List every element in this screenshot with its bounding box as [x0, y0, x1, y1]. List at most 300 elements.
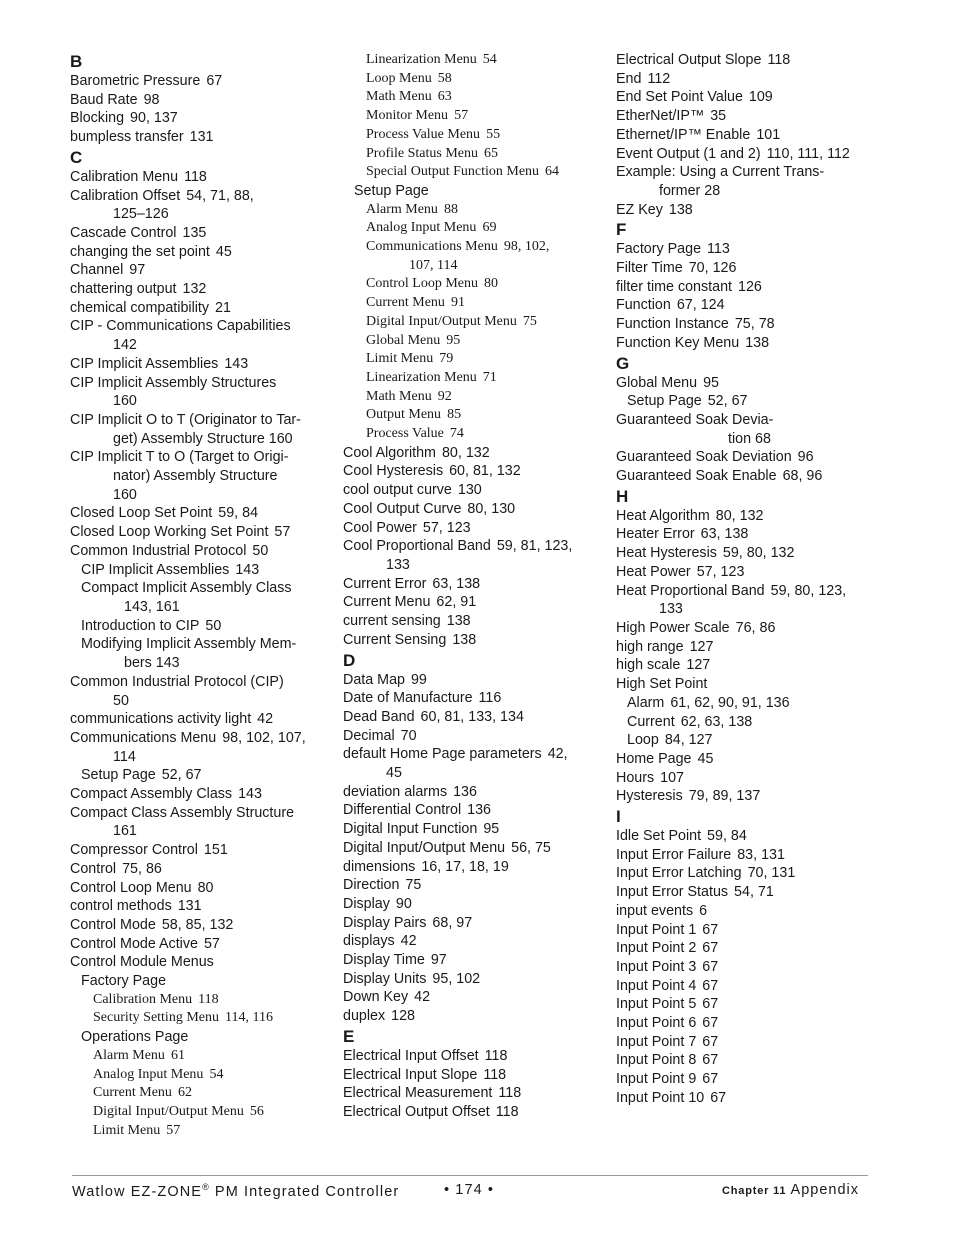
index-entry — [343, 671, 605, 690]
index-pages: 59, 80, 132 — [722, 545, 795, 562]
chapter-label: Chapter 11 — [722, 1185, 787, 1197]
index-pages: 67 — [702, 921, 719, 938]
index-term: Input Point 2 — [616, 940, 697, 957]
index-entry — [343, 970, 605, 989]
index-entry — [616, 1051, 881, 1070]
index-term: filter time constant — [616, 278, 733, 295]
index-pages: 131 — [189, 129, 214, 146]
index-pages: 88 — [443, 201, 458, 217]
index-entry — [343, 1007, 605, 1026]
index-term: End Set Point Value — [616, 89, 743, 106]
index-term: duplex — [343, 1008, 386, 1025]
index-term: Cascade Control — [70, 224, 177, 241]
index-pages: 95, 102 — [432, 970, 481, 987]
index-pages: 101 — [756, 126, 781, 143]
index-pages: 67 — [702, 1033, 719, 1050]
index-pages: 16, 17, 18, 19 — [421, 858, 509, 875]
index-entry — [343, 1047, 605, 1066]
index-term: Global Menu — [616, 374, 698, 391]
index-pages: 80, 132 — [441, 444, 490, 461]
index-pages: 70, 126 — [688, 260, 737, 277]
index-entry — [616, 70, 881, 89]
index-term: Analog Input Menu — [93, 1066, 204, 1082]
index-entry — [343, 388, 605, 407]
index-entry — [616, 296, 881, 315]
index-term: Introduction to CIP — [81, 617, 200, 634]
index-entry — [343, 107, 605, 126]
index-pages: 97 — [129, 262, 146, 279]
index-pages: 80, 132 — [715, 507, 764, 524]
index-entry — [616, 278, 881, 297]
index-pages: 57 — [203, 935, 220, 952]
index-term: Hysteresis — [616, 788, 683, 805]
index-entry — [343, 801, 605, 820]
index-entry — [343, 745, 605, 782]
index-continuation: 50 — [113, 692, 129, 709]
index-term: Closed Loop Working Set Point — [70, 524, 269, 541]
index-letter-heading: H — [616, 486, 629, 506]
index-term: Digital Input Function — [343, 821, 478, 838]
index-entry — [616, 240, 881, 259]
index-letter-heading: G — [616, 353, 630, 373]
index-continuation: 133 — [659, 601, 683, 618]
index-pages: 6 — [699, 902, 708, 919]
index-pages: 61, 62, 90, 91, 136 — [670, 694, 790, 711]
index-term: Common Industrial Protocol — [70, 542, 247, 559]
index-pages: 118 — [198, 991, 219, 1007]
index-term: Linearization Menu — [366, 369, 477, 385]
index-pages: 67 — [702, 940, 719, 957]
index-term: Display Pairs — [343, 914, 427, 931]
index-term: CIP Implicit Assembly Structures — [70, 374, 277, 391]
index-term: Event Output (1 and 2) — [616, 145, 761, 162]
index-entry — [343, 932, 605, 951]
index-entry — [70, 1122, 332, 1141]
index-term: Input Point 7 — [616, 1033, 697, 1050]
index-pages: 136 — [467, 802, 491, 819]
index-term: Compact Assembly Class — [70, 786, 233, 803]
index-letter-heading: I — [616, 807, 621, 827]
index-term: CIP - Communications Capabilities — [70, 318, 291, 335]
index-pages: 57, 123 — [696, 563, 745, 580]
index-term: Factory Page — [81, 973, 167, 990]
index-entry — [616, 958, 881, 977]
index-pages: 90 — [395, 895, 412, 912]
index-pages: 118 — [483, 1066, 507, 1083]
index-entry — [343, 425, 605, 444]
index-pages: 75, 86 — [122, 860, 162, 877]
index-entry — [616, 201, 881, 220]
index-entry — [343, 1103, 605, 1122]
index-entry — [70, 579, 332, 616]
index-term: Control Module Menus — [70, 954, 214, 971]
index-entry — [343, 631, 605, 650]
index-entry — [616, 1070, 881, 1089]
index-pages: 91 — [450, 295, 465, 311]
index-term: Function Instance — [616, 316, 729, 333]
index-entry — [616, 827, 881, 846]
index-column-2 — [343, 51, 605, 1122]
index-term: Alarm Menu — [93, 1047, 165, 1063]
index-entry — [616, 334, 881, 353]
index-term: Control Loop Menu — [366, 276, 478, 292]
index-entry — [343, 876, 605, 895]
index-term: cool output curve — [343, 482, 452, 499]
index-entry — [70, 916, 332, 935]
index-pages: 68, 97 — [432, 914, 473, 931]
index-entry — [70, 1084, 332, 1103]
index-pages: 136 — [453, 783, 477, 800]
index-term: Input Point 10 — [616, 1089, 705, 1106]
index-term: Monitor Menu — [366, 108, 449, 124]
index-continuation: 114 — [113, 748, 136, 765]
index-entry — [616, 1014, 881, 1033]
index-entry — [343, 88, 605, 107]
index-term: Linearization Menu — [366, 52, 477, 67]
index-term: Cool Algorithm — [343, 444, 436, 461]
index-entry — [70, 224, 332, 243]
index-entry — [343, 612, 605, 631]
index-term: Function — [616, 297, 671, 314]
index-term: Current Menu — [366, 295, 445, 311]
index-letter-heading: E — [343, 1026, 355, 1046]
index-term: dimensions — [343, 858, 416, 875]
index-pages: 112 — [647, 70, 671, 87]
index-entry — [70, 109, 332, 128]
index-entry — [70, 879, 332, 898]
index-term: Setup Page — [81, 767, 156, 784]
index-term: chemical compatibility — [70, 299, 210, 316]
index-entry — [343, 163, 605, 182]
index-pages: 107 — [660, 769, 684, 786]
index-pages: 96 — [797, 449, 814, 466]
index-entry — [343, 126, 605, 145]
index-entry — [70, 317, 332, 354]
index-term: Input Point 6 — [616, 1015, 697, 1032]
index-pages: 79 — [439, 351, 454, 367]
index-term: Input Point 9 — [616, 1071, 697, 1088]
index-term: Dead Band — [343, 708, 415, 725]
index-pages: 59, 84 — [707, 828, 747, 845]
index-term: default Home Page parameters — [343, 746, 542, 763]
index-entry — [70, 785, 332, 804]
index-pages: 118 — [767, 52, 791, 68]
index-pages: 98, 102, 107, — [222, 729, 306, 746]
index-term: Profile Status Menu — [366, 145, 478, 161]
index-term: Limit Menu — [366, 351, 434, 367]
index-term: End — [616, 70, 642, 87]
index-pages: 68, 96 — [782, 468, 823, 485]
index-term: Compressor Control — [70, 842, 198, 859]
index-pages: 135 — [182, 224, 207, 241]
index-term: Special Output Function Menu — [366, 164, 540, 180]
index-entry — [70, 617, 332, 636]
index-letter-heading: C — [70, 147, 83, 167]
index-term: Digital Input/Output Menu — [366, 313, 517, 329]
index-entry — [343, 294, 605, 313]
index-entry — [616, 315, 881, 334]
index-pages: 138 — [446, 613, 471, 630]
index-entry — [616, 902, 881, 921]
index-pages: 114, 116 — [225, 1010, 273, 1026]
index-pages: 130 — [457, 482, 482, 499]
index-entry — [343, 914, 605, 933]
index-entry — [616, 51, 881, 70]
footer-rule — [72, 1175, 868, 1176]
index-entry — [616, 411, 881, 448]
index-continuation: former 28 — [659, 182, 721, 199]
index-pages: 59, 84 — [218, 505, 259, 522]
index-entry — [343, 462, 605, 481]
index-pages: 118 — [498, 1085, 522, 1102]
footer-product-rest: PM Integrated Controller — [209, 1183, 400, 1200]
index-term: Output Menu — [366, 407, 442, 423]
index-pages: 52, 67 — [161, 767, 202, 784]
index-pages: 42 — [257, 711, 274, 728]
index-term: Display Units — [343, 970, 427, 987]
index-term: Control — [70, 860, 117, 877]
index-term: high scale — [616, 657, 681, 674]
index-pages: 67 — [702, 958, 719, 975]
index-term: Current Menu — [93, 1085, 172, 1101]
index-term: Barometric Pressure — [70, 73, 201, 89]
index-pages: 95 — [446, 332, 461, 348]
index-pages: 70, 131 — [747, 865, 796, 882]
footer-product: Watlow EZ-ZONE — [72, 1183, 203, 1200]
index-pages: 143 — [224, 355, 249, 372]
index-entry — [343, 481, 605, 500]
index-pages: 98 — [143, 91, 160, 108]
index-entry — [70, 374, 332, 411]
index-term: Process Value — [366, 426, 444, 442]
index-entry — [343, 332, 605, 351]
index-term: Loop Menu — [366, 70, 432, 86]
index-term: Electrical Measurement — [343, 1085, 493, 1102]
index-term: Electrical Output Slope — [616, 52, 762, 68]
index-term: Calibration Offset — [70, 187, 181, 204]
index-entry — [70, 1009, 332, 1028]
index-pages: 92 — [437, 388, 452, 404]
index-pages: 21 — [215, 299, 231, 316]
index-entry — [343, 406, 605, 425]
index-pages: 57 — [166, 1122, 181, 1138]
index-term: Modifying Implicit Assembly Mem- — [81, 636, 297, 653]
index-continuation: 45 — [386, 765, 402, 782]
index-entry — [343, 858, 605, 877]
index-pages: 74 — [449, 426, 464, 442]
index-term: Security Setting Menu — [93, 1010, 219, 1026]
index-pages: 80, 130 — [467, 500, 516, 517]
index-entry — [343, 839, 605, 858]
index-term: Electrical Input Offset — [343, 1047, 479, 1064]
index-entry — [343, 1084, 605, 1103]
index-term: Setup Page — [354, 182, 429, 199]
index-entry — [616, 675, 881, 694]
index-pages: 118 — [184, 168, 207, 185]
index-pages: 67 — [710, 1089, 727, 1106]
index-pages: 75, 78 — [734, 316, 775, 333]
index-entry — [343, 895, 605, 914]
index-entry — [616, 163, 881, 200]
index-pages: 42, — [547, 746, 568, 763]
index-pages: 52, 67 — [707, 393, 748, 410]
index-pages: 75 — [522, 313, 537, 329]
index-entry — [70, 729, 332, 766]
index-pages: 71 — [482, 369, 497, 385]
index-entry — [70, 523, 332, 542]
index-letter-heading: B — [70, 52, 83, 71]
index-pages: 127 — [689, 638, 714, 655]
index-term: Cool Hysteresis — [343, 463, 444, 480]
index-continuation: 160 — [113, 393, 137, 410]
index-pages: 67, 124 — [676, 297, 725, 314]
index-term: High Power Scale — [616, 619, 730, 636]
index-term: Current Sensing — [343, 631, 447, 648]
index-term: Current — [627, 713, 675, 730]
index-entry — [616, 1089, 881, 1108]
index-entry — [616, 750, 881, 769]
index-term: Control Loop Menu — [70, 879, 192, 896]
index-term: Control Mode — [70, 916, 156, 933]
index-term: displays — [343, 933, 395, 950]
index-term: Math Menu — [366, 388, 432, 404]
index-term: Idle Set Point — [616, 828, 702, 845]
index-pages: 67 — [702, 996, 719, 1013]
index-entry — [616, 769, 881, 788]
index-entry — [70, 542, 332, 561]
index-term: Heat Hysteresis — [616, 545, 717, 562]
index-pages: 97 — [430, 952, 447, 969]
index-entry — [616, 939, 881, 958]
index-entry — [343, 238, 605, 275]
index-pages: 54 — [482, 52, 497, 67]
index-term: Ethernet/IP™ Enable — [616, 126, 751, 143]
index-entry — [70, 243, 332, 262]
index-entry — [616, 544, 881, 563]
index-term: Input Error Status — [616, 884, 729, 901]
page-number: • 174 • — [444, 1182, 495, 1198]
index-pages: 35 — [710, 108, 727, 125]
index-term: Limit Menu — [93, 1122, 161, 1138]
index-continuation: nator) Assembly Structure — [113, 468, 278, 485]
index-pages: 64 — [545, 164, 560, 180]
index-entry — [70, 261, 332, 280]
index-term: CIP Implicit Assemblies — [81, 561, 230, 578]
index-term: Differential Control — [343, 802, 462, 819]
index-pages: 42 — [400, 933, 417, 950]
index-pages: 131 — [177, 898, 202, 915]
index-term: Input Point 4 — [616, 977, 697, 994]
footer-title — [72, 1182, 399, 1200]
index-term: Common Industrial Protocol (CIP) — [70, 673, 284, 690]
index-entry — [616, 259, 881, 278]
index-entry — [70, 411, 332, 448]
index-entry — [616, 787, 881, 806]
index-entry — [343, 51, 605, 70]
index-entry — [616, 107, 881, 126]
index-pages: 54, 71 — [734, 884, 774, 901]
index-entry — [343, 275, 605, 294]
index-term: Heater Error — [616, 526, 695, 543]
index-term: EZ Key — [616, 201, 663, 218]
index-term: deviation alarms — [343, 783, 448, 800]
index-term: Input Error Failure — [616, 846, 732, 863]
index-pages: 59, 81, 123, — [496, 538, 573, 555]
index-pages: 60, 81, 133, 134 — [420, 708, 524, 725]
index-term: Current Menu — [343, 594, 431, 611]
index-term: Home Page — [616, 750, 692, 767]
index-term: Electrical Input Slope — [343, 1066, 478, 1083]
index-term: Heat Power — [616, 563, 691, 580]
index-entry — [343, 70, 605, 89]
index-entry — [70, 355, 332, 374]
index-term: Guaranteed Soak Devia- — [616, 411, 774, 428]
index-entry — [616, 864, 881, 883]
index-pages: 138 — [745, 334, 770, 351]
index-term: Calibration Menu — [93, 991, 193, 1007]
index-pages: 143 — [235, 561, 260, 578]
index-term: Guaranteed Soak Enable — [616, 468, 777, 485]
index-entry — [616, 88, 881, 107]
index-continuation: 142 — [113, 337, 137, 354]
index-entry — [616, 392, 881, 411]
index-entry — [70, 168, 332, 187]
index-term: Heat Algorithm — [616, 507, 710, 524]
index-pages: 69 — [482, 220, 497, 236]
index-pages: 79, 89, 137 — [688, 788, 761, 805]
index-term: CIP Implicit O to T (Originator to Tar- — [70, 411, 301, 428]
index-continuation: 125–126 — [113, 206, 169, 223]
index-term: Hours — [616, 769, 655, 786]
index-pages: 45 — [697, 750, 714, 767]
index-entry — [70, 1066, 332, 1085]
index-term: CIP Implicit T to O (Target to Origi- — [70, 449, 289, 466]
index-term: Input Point 1 — [616, 921, 697, 938]
index-entry — [616, 694, 881, 713]
index-pages: 85 — [447, 407, 462, 423]
index-pages: 83, 131 — [737, 846, 785, 863]
index-column-1 — [70, 51, 332, 1140]
index-entry — [616, 507, 881, 526]
index-entry — [616, 977, 881, 996]
index-entry — [70, 1047, 332, 1066]
index-term: Heat Proportional Band — [616, 582, 765, 599]
index-pages: 59, 80, 123, — [770, 582, 847, 599]
index-pages: 60, 81, 132 — [449, 463, 521, 480]
index-entry — [616, 374, 881, 393]
index-term: High Set Point — [616, 676, 708, 693]
index-entry — [343, 1066, 605, 1085]
index-pages: 58, 85, 132 — [161, 916, 234, 933]
index-term: Electrical Output Offset — [343, 1103, 490, 1120]
index-entry — [616, 713, 881, 732]
index-pages: 70 — [400, 727, 417, 744]
index-continuation: 161 — [113, 823, 137, 840]
index-entry — [343, 988, 605, 1007]
index-pages: 116 — [478, 690, 502, 707]
index-term: Example: Using a Current Trans- — [616, 164, 825, 181]
index-entry — [343, 201, 605, 220]
index-term: Setup Page — [627, 393, 702, 410]
index-term: Compact Class Assembly Structure — [70, 804, 295, 821]
index-entry — [70, 72, 332, 91]
index-term: Cool Output Curve — [343, 500, 462, 517]
index-pages: 57, 123 — [422, 519, 471, 536]
index-entry — [70, 710, 332, 729]
index-term: Math Menu — [366, 89, 432, 105]
index-entry — [70, 1028, 332, 1047]
index-entry — [343, 519, 605, 538]
